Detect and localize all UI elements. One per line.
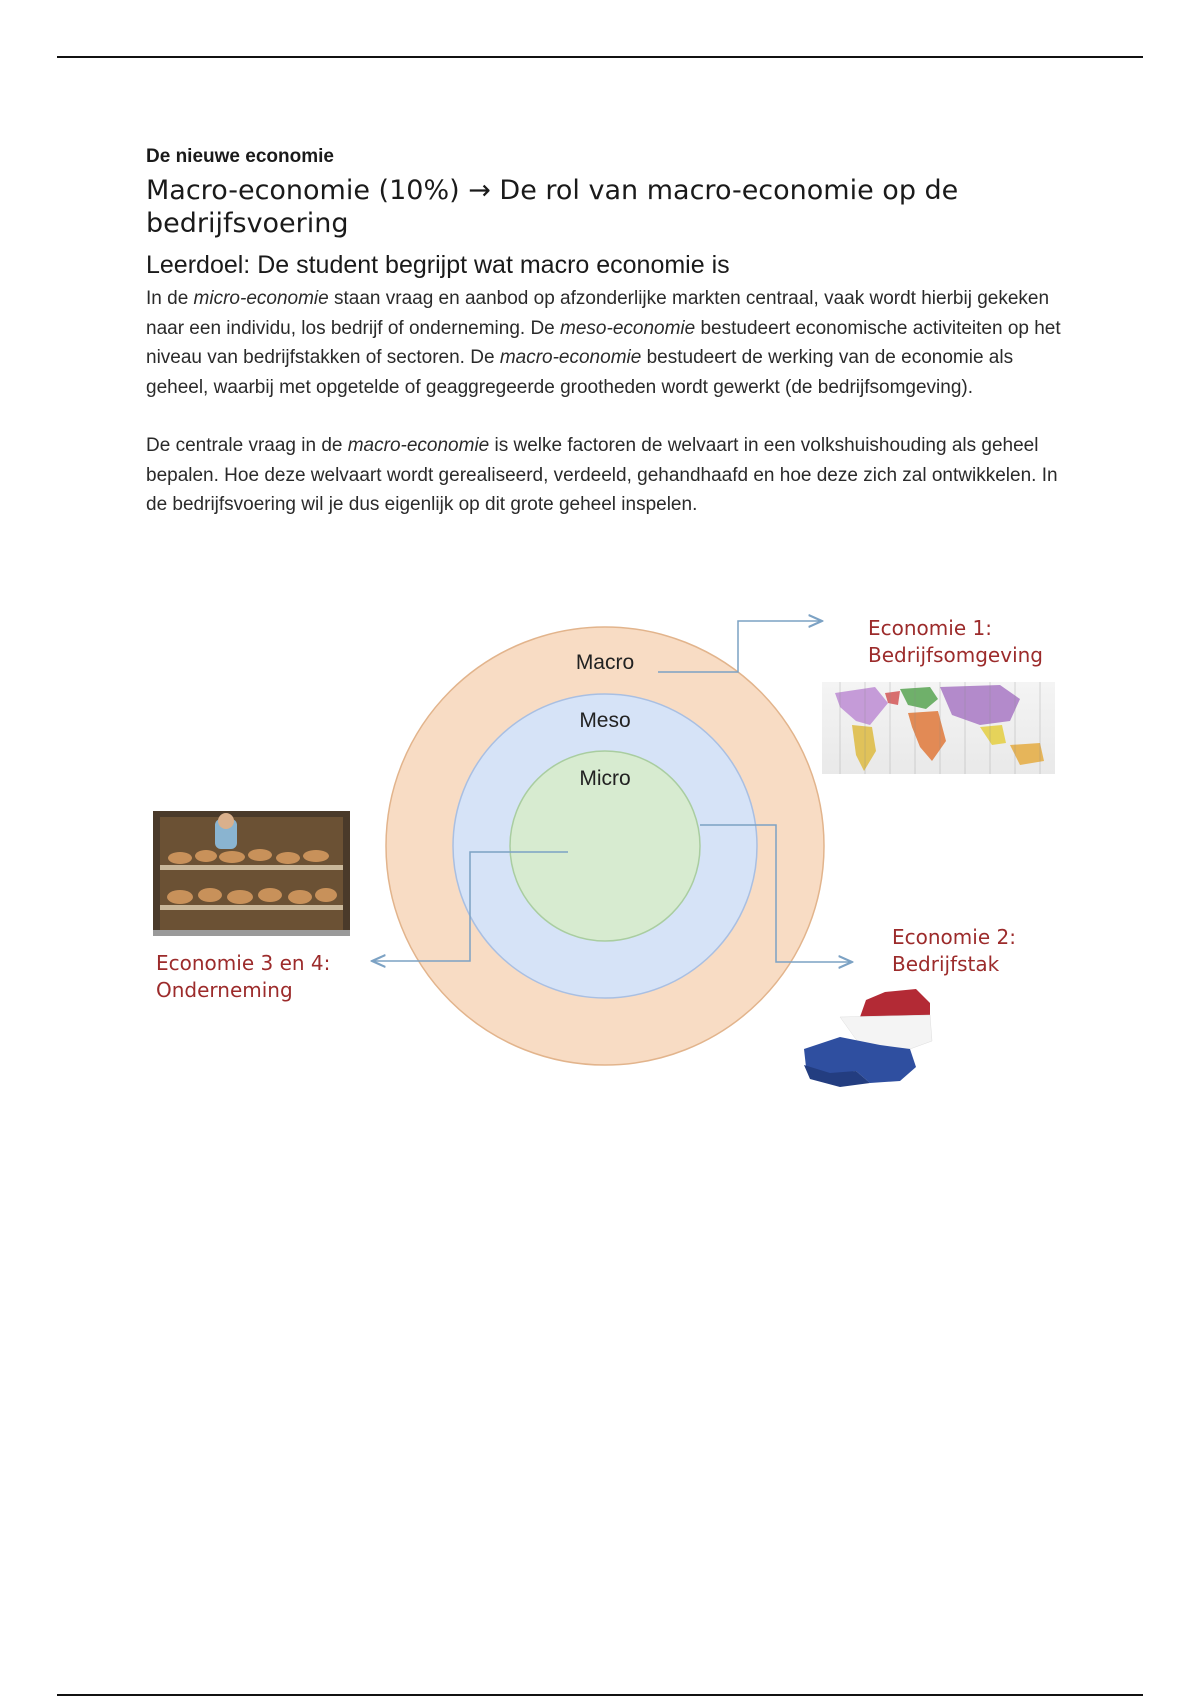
footer-rule bbox=[57, 1694, 1143, 1696]
italic-term: macro-economie bbox=[347, 435, 490, 456]
text-run: bestudeert de werking van de economie als geheel, waarbij met opgetelde of geaggregeerde grootheden wordt gewerkt (de bedrijfsomgeving). bbox=[146, 347, 1014, 398]
micro-label: Micro bbox=[579, 767, 631, 790]
italic-term: micro-economie bbox=[193, 288, 329, 309]
diagram-canvas bbox=[140, 575, 1065, 1100]
text-run: bestudeert economische activiteiten op het niveau van bedrijfstakken of sectoren. De bbox=[146, 317, 1061, 368]
bakery-display-image bbox=[153, 811, 350, 936]
paragraph-2 bbox=[146, 431, 1066, 520]
economie34-line1: Economie 3 en 4: bbox=[156, 951, 331, 975]
learning-goal: Leerdoel: De student begrijpt wat macro economie is bbox=[146, 251, 730, 279]
economie1-line1: Economie 1: bbox=[868, 616, 992, 640]
document-body bbox=[146, 146, 1066, 520]
economie1-line2: Bedrijfsomgeving bbox=[868, 643, 1043, 667]
world-map-image bbox=[822, 682, 1055, 774]
paragraph-1 bbox=[146, 284, 1066, 402]
economie34-line2: Onderneming bbox=[156, 978, 293, 1002]
text-run: De centrale vraag in de bbox=[146, 435, 348, 456]
italic-term: macro-economie bbox=[499, 347, 642, 368]
macro-label: Macro bbox=[575, 651, 635, 674]
meso-label: Meso bbox=[579, 709, 631, 732]
text-run: staan vraag en aanbod op afzonderlijke markten centraal, vaak wordt hierbij gekeken naar een individu, los bedrijf of onderneming. De bbox=[146, 288, 1050, 339]
page-title: Macro-economie (10%) → De rol van macro-economie op de bedrijfsvoering bbox=[146, 175, 959, 239]
economie2-line1: Economie 2: bbox=[892, 925, 1016, 949]
text-run: is welke factoren de welvaart in een volkshuishouding als geheel bepalen. Hoe deze welvaart wordt gerealiseerd, verdeeld, gehandhaafd en hoe deze zich zal ontwikkelen. In de bedrijfsvoering wil je dus eigenlijk op dit grote geheel inspelen. bbox=[146, 435, 1058, 515]
economy-levels-diagram bbox=[140, 575, 1065, 1100]
netherlands-flag-map-image bbox=[804, 989, 932, 1087]
text-run: In de bbox=[146, 288, 194, 309]
italic-term: meso-economie bbox=[560, 317, 696, 339]
section-kicker: De nieuwe economie bbox=[146, 146, 334, 167]
header-rule bbox=[57, 56, 1143, 58]
economie2-line2: Bedrijfstak bbox=[892, 952, 1000, 976]
